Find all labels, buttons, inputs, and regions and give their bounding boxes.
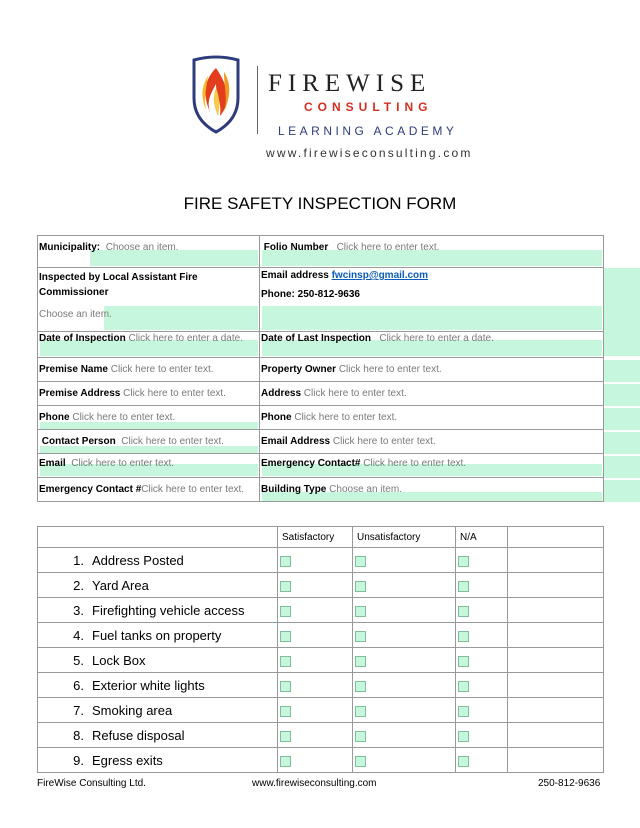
side-fill (603, 432, 640, 454)
satisfactory-cell (278, 573, 353, 598)
satisfactory-checkbox[interactable] (280, 706, 291, 717)
checklist-item (38, 548, 278, 573)
checklist-item (38, 673, 278, 698)
date-last-label: Date of Last Inspection (261, 333, 372, 344)
phone-right-input[interactable]: Click here to enter text. (294, 412, 398, 423)
extra-cell (508, 598, 604, 623)
na-cell (456, 723, 508, 748)
item-label: Firefighting vehicle access (92, 602, 245, 618)
unsatisfactory-checkbox[interactable] (355, 581, 366, 592)
item-label: Yard Area (92, 577, 149, 593)
side-fill (603, 268, 640, 356)
item-number: 5. (73, 652, 84, 668)
phone-label: Phone: 250-812-9636 (261, 289, 360, 300)
item-number: 3. (73, 602, 84, 618)
satisfactory-checkbox[interactable] (280, 756, 291, 767)
unsatisfactory-checkbox[interactable] (355, 681, 366, 692)
email-address-label: Email address (261, 270, 329, 281)
premise-address-input[interactable]: Click here to enter text. (123, 388, 226, 399)
unsatisfactory-checkbox[interactable] (355, 556, 366, 567)
checklist-item (38, 598, 278, 623)
checklist-item (38, 573, 278, 598)
satisfactory-checkbox[interactable] (280, 681, 291, 692)
brand-name: FIREWISE (268, 70, 432, 97)
phone-right-cell[interactable] (260, 406, 604, 430)
folio-label: Folio Number (263, 242, 329, 253)
address-input[interactable]: Click here to enter text. (303, 388, 407, 399)
na-checkbox[interactable] (458, 581, 469, 592)
na-checkbox[interactable] (458, 556, 469, 567)
extra-cell (508, 623, 604, 648)
checklist-row (38, 648, 604, 673)
email-link[interactable]: fwcinsp@gmail.com (331, 270, 429, 281)
satisfactory-cell (278, 748, 353, 773)
checklist-row (38, 598, 604, 623)
unsatisfactory-checkbox[interactable] (355, 656, 366, 667)
date-last-cell[interactable] (260, 332, 604, 358)
municipality-label: Municipality: (39, 242, 101, 253)
building-type-label: Building Type (261, 484, 327, 495)
municipality-cell[interactable] (38, 236, 260, 268)
contact-person-input[interactable]: Click here to enter text. (121, 436, 225, 447)
item-label: Refuse disposal (92, 727, 185, 743)
side-fill (603, 360, 640, 382)
extra-cell (508, 548, 604, 573)
unsatisfactory-checkbox[interactable] (355, 756, 366, 767)
satisfactory-cell (278, 623, 353, 648)
item-number: 6. (73, 677, 84, 693)
item-label: Lock Box (92, 652, 146, 668)
owner-cell[interactable] (260, 358, 604, 382)
address-label: Address (261, 388, 302, 399)
na-checkbox[interactable] (458, 656, 469, 667)
na-cell (456, 698, 508, 723)
unsatisfactory-checkbox[interactable] (355, 706, 366, 717)
na-checkbox[interactable] (458, 756, 469, 767)
unsatisfactory-cell (353, 598, 456, 623)
email-address-cell[interactable] (260, 430, 604, 454)
item-number: 7. (73, 702, 84, 718)
satisfactory-cell (278, 548, 353, 573)
phone-left-input[interactable]: Click here to enter text. (72, 412, 176, 423)
unsatisfactory-cell (353, 698, 456, 723)
checklist-header-blank (38, 527, 278, 548)
email-label: Email (39, 458, 66, 469)
checklist-row (38, 623, 604, 648)
premise-name-label: Premise Name (39, 364, 108, 375)
na-cell (456, 648, 508, 673)
extra-cell (508, 648, 604, 673)
extra-cell (508, 673, 604, 698)
na-cell (456, 573, 508, 598)
building-type-dropdown[interactable]: Choose an item. (329, 484, 402, 495)
unsatisfactory-checkbox[interactable] (355, 606, 366, 617)
na-checkbox[interactable] (458, 681, 469, 692)
satisfactory-cell (278, 723, 353, 748)
na-checkbox[interactable] (458, 631, 469, 642)
brand-divider (257, 66, 258, 134)
checklist-row (38, 548, 604, 573)
footer-company: FireWise Consulting Ltd. (37, 778, 146, 789)
item-label: Address Posted (92, 552, 184, 568)
satisfactory-checkbox[interactable] (280, 556, 291, 567)
emergency-contact-cell[interactable] (260, 454, 604, 478)
item-label: Fuel tanks on property (92, 627, 222, 643)
premise-address-label: Premise Address (39, 388, 121, 399)
na-cell (456, 673, 508, 698)
address-cell[interactable] (260, 382, 604, 406)
side-fill (603, 408, 640, 430)
date-last-picker[interactable]: Click here to enter a date. (379, 333, 494, 344)
form-title: FIRE SAFETY INSPECTION FORM (183, 194, 457, 213)
checklist-item (38, 748, 278, 773)
extra-cell (508, 698, 604, 723)
na-cell (456, 548, 508, 573)
date-inspection-label: Date of Inspection (39, 333, 126, 344)
footer-phone: 250-812-9636 (538, 778, 601, 789)
email-input[interactable]: Click here to enter text. (71, 458, 175, 469)
checklist-row (38, 748, 604, 773)
item-number: 2. (73, 577, 84, 593)
satisfactory-checkbox[interactable] (280, 731, 291, 742)
unsatisfactory-checkbox[interactable] (355, 631, 366, 642)
unsatisfactory-cell (353, 723, 456, 748)
emergency-contact2-label: Emergency Contact # (39, 484, 142, 495)
satisfactory-cell (278, 673, 353, 698)
side-fill (603, 384, 640, 406)
inspector-dropdown[interactable]: Choose an item. (39, 309, 112, 320)
satisfactory-checkbox[interactable] (280, 656, 291, 667)
folio-input[interactable]: Click here to enter text. (336, 242, 440, 253)
contact-person-cell[interactable] (38, 430, 260, 454)
satisfactory-checkbox[interactable] (280, 581, 291, 592)
phone-left-label: Phone (39, 412, 70, 423)
owner-label: Property Owner (261, 364, 337, 375)
emergency-contact-label: Emergency Contact# (261, 458, 361, 469)
firewise-shield-logo-icon (186, 54, 246, 136)
header-satisfactory: Satisfactory (278, 527, 353, 548)
extra-cell (508, 723, 604, 748)
checklist-row (38, 573, 604, 598)
checklist-row (38, 698, 604, 723)
header-na: N/A (456, 527, 508, 548)
item-number: 9. (73, 752, 84, 768)
municipality-dropdown[interactable]: Choose an item. (105, 242, 179, 253)
unsatisfactory-cell (353, 548, 456, 573)
premise-address-cell[interactable] (38, 382, 260, 406)
folio-cell[interactable] (260, 236, 604, 268)
emergency-contact2-input[interactable]: Click here to enter text. (141, 484, 245, 495)
checklist-row (38, 723, 604, 748)
emergency-contact2-cell[interactable] (38, 478, 260, 502)
email-address2-label: Email Address (261, 436, 331, 447)
item-label: Exterior white lights (92, 677, 205, 693)
checklist-item (38, 698, 278, 723)
satisfactory-checkbox[interactable] (280, 631, 291, 642)
unsatisfactory-checkbox[interactable] (355, 731, 366, 742)
info-table (37, 235, 604, 502)
satisfactory-cell (278, 698, 353, 723)
checklist-table (37, 526, 604, 773)
unsatisfactory-cell (353, 573, 456, 598)
satisfactory-cell (278, 598, 353, 623)
unsatisfactory-cell (353, 623, 456, 648)
item-number: 4. (73, 627, 84, 643)
na-checkbox[interactable] (458, 706, 469, 717)
owner-input[interactable]: Click here to enter text. (338, 364, 442, 375)
building-type-cell[interactable] (260, 478, 604, 502)
satisfactory-cell (278, 648, 353, 673)
item-label: Egress exits (92, 752, 163, 768)
date-inspection-cell[interactable] (38, 332, 260, 358)
extra-cell (508, 748, 604, 773)
unsatisfactory-cell (353, 748, 456, 773)
unsatisfactory-cell (353, 673, 456, 698)
emergency-contact-input[interactable]: Click here to enter text. (363, 458, 467, 469)
footer-url: www.firewiseconsulting.com (252, 778, 377, 789)
header-extra (508, 527, 604, 548)
brand-academy: LEARNING ACADEMY (278, 124, 458, 138)
email-cell[interactable] (38, 454, 260, 478)
satisfactory-checkbox[interactable] (280, 606, 291, 617)
na-checkbox[interactable] (458, 606, 469, 617)
checklist-item (38, 723, 278, 748)
email-address2-input[interactable]: Click here to enter text. (332, 436, 436, 447)
na-checkbox[interactable] (458, 731, 469, 742)
checklist-item (38, 648, 278, 673)
brand-url: www.firewiseconsulting.com (266, 146, 473, 160)
side-fill (603, 480, 640, 502)
brand-consulting: CONSULTING (304, 100, 433, 114)
na-cell (456, 598, 508, 623)
na-cell (456, 748, 508, 773)
unsatisfactory-cell (353, 648, 456, 673)
phone-right-label: Phone (261, 412, 292, 423)
date-inspection-picker[interactable]: Click here to enter a date. (128, 333, 243, 344)
item-label: Smoking area (92, 702, 173, 718)
header-unsatisfactory: Unsatisfactory (353, 527, 456, 548)
na-cell (456, 623, 508, 648)
inspected-cell[interactable] (38, 268, 260, 332)
inspected-label: Inspected by Local Assistant Fire Commissioner (39, 272, 198, 298)
side-fill (603, 456, 640, 478)
contact-info-cell (260, 268, 604, 332)
premise-name-input[interactable]: Click here to enter text. (110, 364, 214, 375)
premise-name-cell[interactable] (38, 358, 260, 382)
phone-cell[interactable] (38, 406, 260, 430)
item-number: 8. (73, 727, 84, 743)
contact-person-label: Contact Person (41, 436, 116, 447)
extra-cell (508, 573, 604, 598)
item-number: 1. (73, 552, 84, 568)
checklist-item (38, 623, 278, 648)
checklist-row (38, 673, 604, 698)
